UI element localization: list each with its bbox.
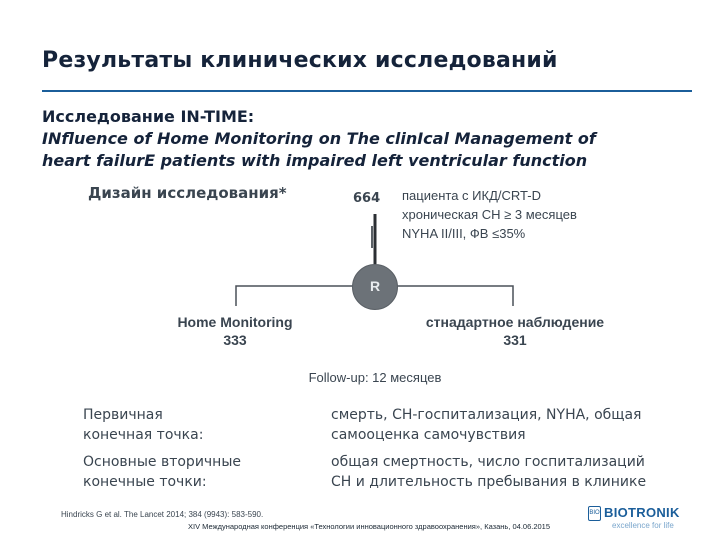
conference-footer: XIV Международная конференция «Технологии инновационного здравоохранения», Казань, 04.06.2015: [188, 522, 551, 531]
endpoint-label-line: конечная точка:: [83, 427, 204, 443]
randomization-label: R: [369, 278, 381, 294]
study-fullname-line2: heart failurE patients with impaired left ventricular function: [42, 151, 588, 170]
secondary-endpoint-label: [83, 452, 241, 492]
primary-endpoint-label: [83, 405, 203, 445]
patient-count: 664: [353, 191, 381, 206]
endpoint-label-line: конечные точки:: [83, 474, 207, 490]
study-name: Исследование IN-TIME:: [42, 107, 255, 126]
brand-tagline: excellence for life: [612, 521, 674, 530]
flow-line-left-arm: [236, 286, 353, 306]
endpoint-value-line: СН и длительность пребывания в клинике: [331, 474, 647, 490]
slide-title: Результаты клинических исследований: [42, 48, 558, 73]
arm-count: 331: [503, 332, 527, 348]
arm-count: 333: [223, 332, 247, 348]
flow-line-right-arm: [397, 286, 513, 306]
arm-standard-care: [405, 313, 625, 349]
endpoint-label-line: Основные вторичные: [83, 454, 242, 470]
citation: Hindricks G et al. The Lancet 2014; 384 (9943): 583-590.: [61, 510, 264, 519]
design-label: Дизайн исследования*: [88, 184, 287, 202]
endpoint-value-line: общая смертность, число госпитализаций: [331, 454, 645, 470]
followup-duration: Follow-up: 12 месяцев: [308, 370, 442, 385]
arm-home-monitoring: [150, 313, 320, 349]
secondary-endpoint-value: [331, 452, 646, 492]
endpoint-value-line: смерть, СН-госпитализация, NYHA, общая: [331, 407, 642, 423]
biotronik-logo-icon: BIO: [588, 506, 601, 521]
population-line: NYHA II/III, ФВ ≤35%: [402, 226, 526, 241]
brand-logo-text: BIOTRONIK: [604, 505, 680, 520]
study-fullname-line1: INfluence of Home Monitoring on The clinIcal Management of: [42, 129, 596, 148]
endpoint-label-line: Первичная: [83, 407, 163, 423]
primary-endpoint-value: [331, 405, 641, 445]
arm-name: стнадартное наблюдение: [425, 314, 605, 330]
population-line: хроническая СН ≥ 3 месяцев: [402, 207, 577, 222]
endpoint-value-line: самооценка самочувствия: [331, 427, 526, 443]
arm-name: Home Monitoring: [177, 314, 293, 330]
population-line: пациента с ИКД/CRT-D: [402, 188, 541, 203]
